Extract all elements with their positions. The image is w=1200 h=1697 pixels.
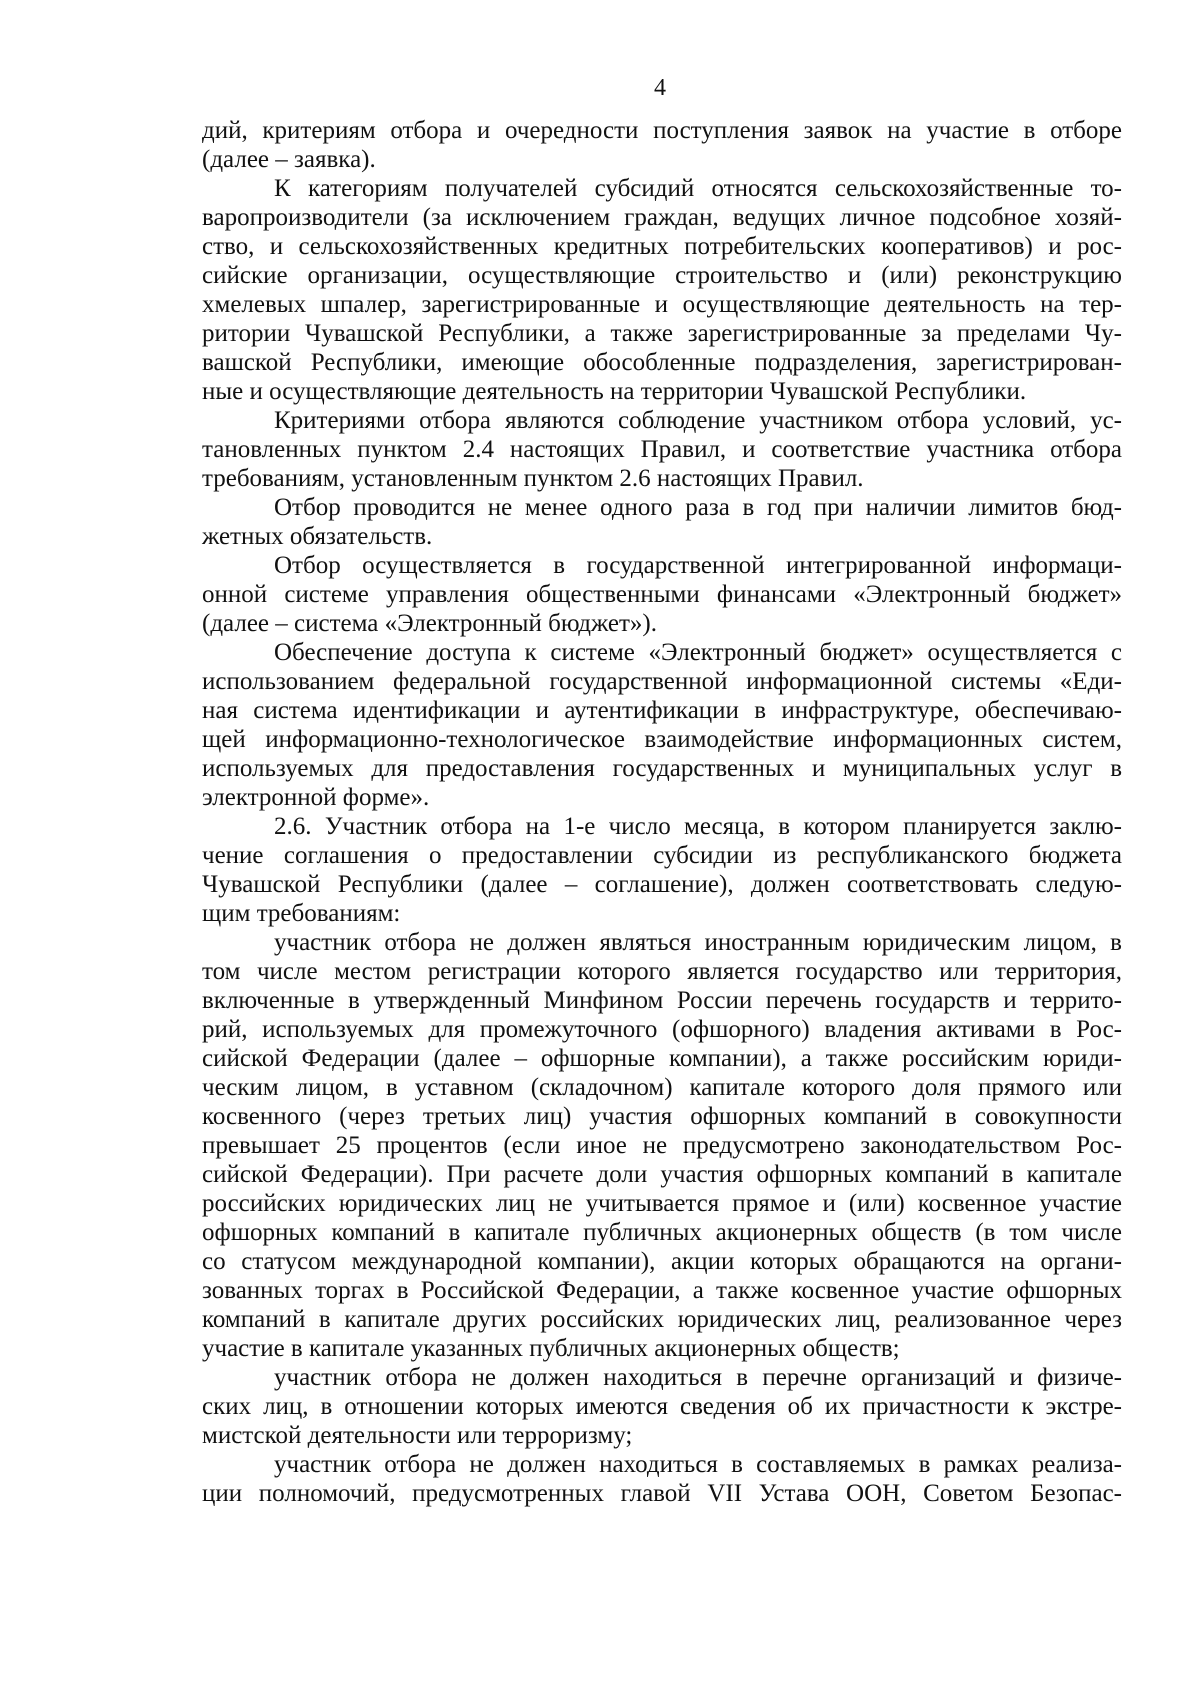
paragraph <box>202 1363 1122 1450</box>
paragraph <box>202 1450 1122 1508</box>
paragraph <box>202 406 1122 493</box>
text-line: К категориям получателей субсидий относятся сельскохозяйственные то- <box>274 175 1122 202</box>
text-line: щим требованиям: <box>202 900 401 927</box>
text-line: требованиям, установленным пунктом 2.6 настоящих Правил. <box>202 465 864 492</box>
text-line: варопроизводители (за исключением граждан, ведущих личное подсобное хозяй- <box>202 204 1122 231</box>
text-line: сийские организации, осуществляющие строительство и (или) реконструкцию <box>202 262 1122 289</box>
text-line: мистской деятельности или терроризму; <box>202 1422 633 1449</box>
paragraph <box>202 493 1122 551</box>
text-line: российских юридических лиц не учитывается прямое и (или) косвенное участие <box>202 1190 1122 1217</box>
text-line: ство, и сельскохозяйственных кредитных потребительских кооперативов) и рос- <box>202 233 1122 260</box>
text-line: участник отбора не должен находиться в перечне организаций и физиче- <box>274 1364 1122 1391</box>
text-line: косвенного (через третьих лиц) участия офшорных компаний в совокупности <box>202 1103 1122 1130</box>
text-line: зованных торгах в Российской Федерации, а также косвенное участие офшорных <box>202 1277 1122 1304</box>
text-line: Отбор проводится не менее одного раза в год при наличии лимитов бюд- <box>274 494 1122 521</box>
text-line: ческим лицом, в уставном (складочном) капитале которого доля прямого или <box>202 1074 1122 1101</box>
text-line: чение соглашения о предоставлении субсидии из республиканского бюджета <box>202 842 1122 869</box>
text-line: (далее – система «Электронный бюджет»). <box>202 610 657 637</box>
text-line: Чувашской Республики (далее – соглашение), должен соответствовать следую- <box>202 871 1122 898</box>
document-body <box>202 116 1122 1508</box>
text-line: сийской Федерации (далее – офшорные компании), а также российским юриди- <box>202 1045 1122 1072</box>
text-line: том числе местом регистрации которого является государство или территория, <box>202 958 1122 985</box>
text-line: участие в капитале указанных публичных акционерных обществ; <box>202 1335 900 1362</box>
text-line: используемых для предоставления государственных и муниципальных услуг в <box>202 755 1122 782</box>
text-line: участник отбора не должен являться иностранным юридическим лицом, в <box>274 929 1122 956</box>
text-line: онной системе управления общественными финансами «Электронный бюджет» <box>202 581 1122 608</box>
text-line: рий, используемых для промежуточного (офшорного) владения активами в Рос- <box>202 1016 1122 1043</box>
text-line: 2.6. Участник отбора на 1-е число месяца, в котором планируется заклю- <box>274 813 1122 840</box>
text-line: дий, критериям отбора и очередности поступления заявок на участие в отборе <box>202 117 1122 144</box>
paragraph <box>202 174 1122 406</box>
text-line: хмелевых шпалер, зарегистрированные и осуществляющие деятельность на тер- <box>202 291 1122 318</box>
text-line: электронной форме». <box>202 784 430 811</box>
text-line: ции полномочий, предусмотренных главой VII Устава ООН, Советом Безопас- <box>202 1480 1122 1507</box>
paragraph <box>202 116 1122 174</box>
text-line: сийской Федерации). При расчете доли участия офшорных компаний в капитале <box>202 1161 1122 1188</box>
text-line: офшорных компаний в капитале публичных акционерных обществ (в том числе <box>202 1219 1122 1246</box>
text-line: ских лиц, в отношении которых имеются сведения об их причастности к экстре- <box>202 1393 1122 1420</box>
text-line: (далее – заявка). <box>202 146 376 173</box>
text-line: компаний в капитале других российских юридических лиц, реализованное через <box>202 1306 1122 1333</box>
paragraph <box>202 928 1122 1363</box>
text-line: Отбор осуществляется в государственной интегрированной информаци- <box>274 552 1122 579</box>
text-line: ные и осуществляющие деятельность на территории Чувашской Республики. <box>202 378 1027 405</box>
text-line: ритории Чувашской Республики, а также зарегистрированные за пределами Чу- <box>202 320 1122 347</box>
paragraph <box>202 638 1122 812</box>
text-line: со статусом международной компании), акции которых обращаются на органи- <box>202 1248 1122 1275</box>
paragraph <box>202 551 1122 638</box>
text-line: Критериями отбора являются соблюдение участником отбора условий, ус- <box>274 407 1122 434</box>
text-line: включенные в утвержденный Минфином России перечень государств и террито- <box>202 987 1122 1014</box>
paragraph <box>202 812 1122 928</box>
text-line: участник отбора не должен находиться в составляемых в рамках реализа- <box>274 1451 1122 1478</box>
text-line: жетных обязательств. <box>202 523 433 550</box>
text-line: превышает 25 процентов (если иное не предусмотрено законодательством Рос- <box>202 1132 1122 1159</box>
text-line: ная система идентификации и аутентификации в инфраструктуре, обеспечиваю- <box>202 697 1122 724</box>
text-line: тановленных пунктом 2.4 настоящих Правил, и соответствие участника отбора <box>202 436 1122 463</box>
text-line: щей информационно-технологическое взаимодействие информационных систем, <box>202 726 1122 753</box>
text-line: Обеспечение доступа к системе «Электронный бюджет» осуществляется с <box>274 639 1122 666</box>
text-line: использованием федеральной государственной информационной системы «Еди- <box>202 668 1122 695</box>
text-line: вашской Республики, имеющие обособленные подразделения, зарегистрирован- <box>202 349 1122 376</box>
page-number: 4 <box>654 75 666 101</box>
